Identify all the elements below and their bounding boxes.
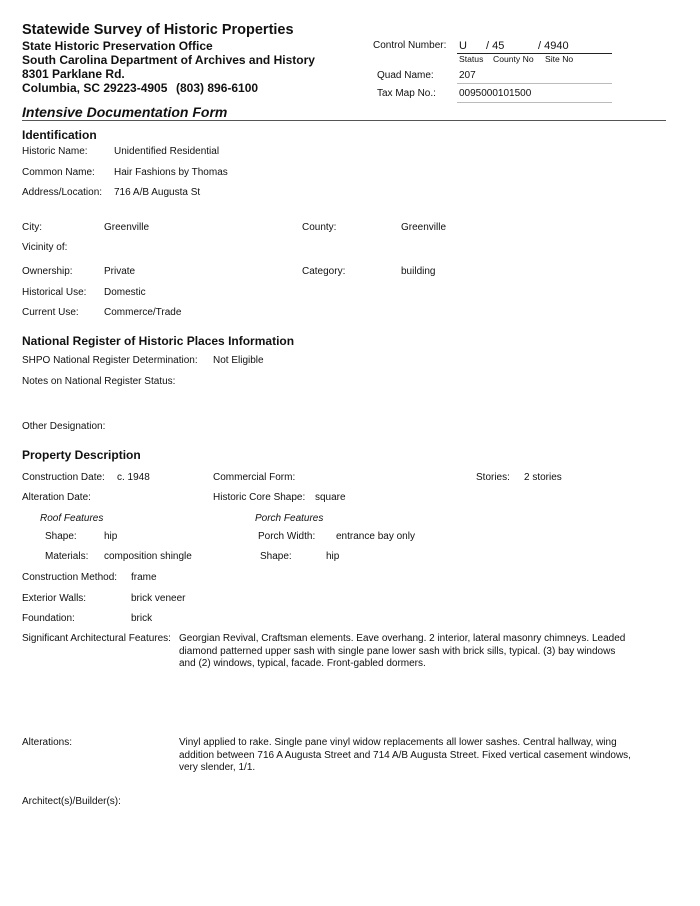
- control-number-label: Control Number:: [373, 40, 447, 51]
- quad-name-underline: [457, 83, 612, 84]
- alterations-label: Alterations:: [22, 737, 73, 748]
- current-use-label: Current Use:: [22, 307, 79, 318]
- historical-use-label: Historical Use:: [22, 287, 87, 298]
- core-shape-value: square: [315, 492, 346, 503]
- city-label: City:: [22, 222, 42, 233]
- roof-shape-value: hip: [104, 531, 118, 542]
- historic-name-value: Unidentified Residential: [114, 146, 220, 157]
- nr-determination-value: Not Eligible: [213, 355, 264, 366]
- roof-shape-label: Shape:: [45, 531, 77, 542]
- porch-width-label: Porch Width:: [258, 531, 316, 542]
- other-designation-label: Other Designation:: [22, 421, 106, 432]
- nr-determination-label: SHPO National Register Determination:: [22, 355, 198, 366]
- identification-heading: Identification: [22, 128, 97, 142]
- tax-map-label: Tax Map No.:: [377, 88, 436, 99]
- form-title: Intensive Documentation Form: [22, 104, 228, 120]
- exterior-walls-label: Exterior Walls:: [22, 593, 87, 604]
- roof-features-heading: Roof Features: [40, 513, 104, 524]
- department-name: South Carolina Department of Archives and History: [22, 53, 315, 67]
- tax-map-value: 0095000101500: [459, 88, 532, 99]
- county-number-value: / 45: [486, 40, 505, 52]
- category-label: Category:: [302, 266, 346, 277]
- national-register-heading: National Register of Historic Places Information: [22, 334, 295, 348]
- foundation-value: brick: [131, 613, 153, 624]
- construction-method-label: Construction Method:: [22, 572, 118, 583]
- vicinity-label: Vicinity of:: [22, 242, 68, 253]
- roof-materials-label: Materials:: [45, 551, 89, 562]
- quad-name-label: Quad Name:: [377, 70, 434, 81]
- form-title-rule: [22, 120, 666, 121]
- porch-shape-label: Shape:: [260, 551, 292, 562]
- city-value: Greenville: [104, 222, 150, 233]
- roof-materials-value: composition shingle: [104, 551, 192, 562]
- stories-label: Stories:: [476, 472, 510, 483]
- common-name-label: Common Name:: [22, 167, 95, 178]
- current-use-value: Commerce/Trade: [104, 307, 182, 318]
- core-shape-label: Historic Core Shape:: [213, 492, 306, 503]
- porch-features-heading: Porch Features: [255, 513, 324, 524]
- county-value: Greenville: [401, 222, 447, 233]
- office-name: State Historic Preservation Office: [22, 39, 213, 53]
- address-value: 716 A/B Augusta St: [114, 187, 201, 198]
- address-label: Address/Location:: [22, 187, 103, 198]
- construction-date-label: Construction Date:: [22, 472, 105, 483]
- construction-method-value: frame: [131, 572, 157, 583]
- architectural-features-label: Significant Architectural Features:: [22, 633, 171, 644]
- quad-name-value: 207: [459, 70, 476, 81]
- survey-title: Statewide Survey of Historic Properties: [22, 22, 294, 38]
- street-address: 8301 Parklane Rd.: [22, 67, 125, 81]
- status-value: U: [459, 40, 467, 52]
- county-no-caption: County No: [493, 54, 534, 64]
- historic-name-label: Historic Name:: [22, 146, 88, 157]
- construction-date-value: c. 1948: [117, 472, 150, 483]
- historical-use-value: Domestic: [104, 287, 146, 298]
- status-caption: Status: [459, 54, 484, 64]
- architectural-features-text: Georgian Revival, Craftsman elements. Eave overhang. 2 interior, lateral masonry chimneys. Leaded diamond patterned upper sash with single pane lower sash with brick sills, typical. (3) bay windows and (2) windows, typical, facade. Front-gabled dormers.: [179, 633, 626, 670]
- site-number-value: / 4940: [538, 40, 569, 52]
- nr-notes-label: Notes on National Register Status:: [22, 376, 176, 387]
- alterations-text: Vinyl applied to rake. Single pane vinyl widow replacements all lower sashes. Central hallway, wing addition between 716 A Augusta Street and 714 A/B Augusta Street. Fixed vertical casement windows, very slender, 1/1.: [179, 737, 631, 774]
- site-no-caption: Site No: [545, 54, 574, 64]
- county-label: County:: [302, 222, 337, 233]
- commercial-form-label: Commercial Form:: [213, 472, 296, 483]
- exterior-walls-value: brick veneer: [131, 593, 186, 604]
- porch-width-value: entrance bay only: [336, 531, 415, 542]
- city-zip: Columbia, SC 29223-4905: [22, 81, 168, 95]
- property-description-heading: Property Description: [22, 448, 141, 462]
- alteration-date-label: Alteration Date:: [22, 492, 91, 503]
- architect-builder-label: Architect(s)/Builder(s):: [22, 796, 121, 807]
- common-name-value: Hair Fashions by Thomas: [114, 167, 228, 178]
- phone-number: (803) 896-6100: [176, 81, 259, 95]
- ownership-value: Private: [104, 266, 136, 277]
- foundation-label: Foundation:: [22, 613, 75, 624]
- stories-value: 2 stories: [524, 472, 562, 483]
- ownership-label: Ownership:: [22, 266, 73, 277]
- category-value: building: [401, 266, 436, 277]
- tax-map-underline: [457, 102, 612, 103]
- porch-shape-value: hip: [326, 551, 340, 562]
